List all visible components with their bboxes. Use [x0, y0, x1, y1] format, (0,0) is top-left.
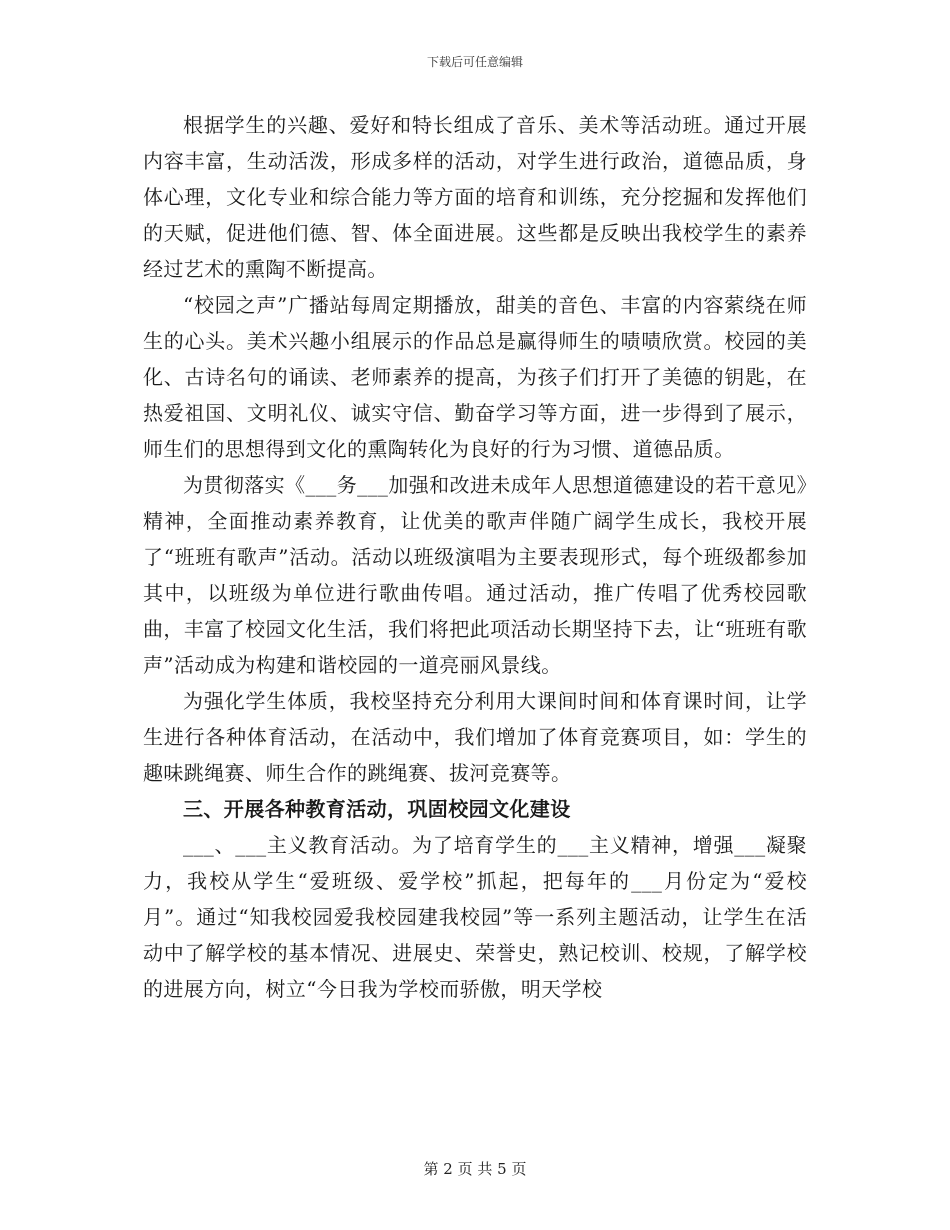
document-body: [143, 107, 807, 1007]
paragraph-arts-activities: 根据学生的兴趣、爱好和特长组成了音乐、美术等活动班。通过开展内容丰富，生动活泼，形成多样的活动，对学生进行政治，道德品质，身体心理，文化专业和综合能力等方面的培育和训练，充分挖掘和发挥他们的天赋，促进他们德、智、体全面进展。这些都是反映出我校学生的素养经过艺术的熏陶不断提高。: [143, 113, 807, 281]
paragraph-education-activities: ___、___主义教育活动。为了培育学生的___主义精神，增强___凝聚力，我校从学生“爱班级、爱学校”抓起，把每年的___月份定为“爱校月”。通过“知我校园爱我校园建我校园”等一系列主题活动，让学生在活动中了解学校的基本情况、进展史、荣誉史，熟记校训、校规，了解学校的进展方向，树立“今日我为学校而骄傲，明天学校: [143, 833, 807, 1001]
paragraph-sports-activities: 为强化学生体质，我校坚持充分利用大课间时间和体育课时间，让学生进行各种体育活动，在活动中，我们增加了体育竞赛项目，如：学生的趣味跳绳赛、师生合作的跳绳赛、拔河竞赛等。: [143, 689, 807, 785]
page-header-note: 下载后可任意编辑: [426, 55, 523, 69]
paragraph-singing-activity: 为贯彻落实《___务___加强和改进未成年人思想道德建设的若干意见》精神，全面推动素养教育，让优美的歌声伴随广阔学生成长，我校开展了“班班有歌声”活动。活动以班级演唱为主要表现形式，每个班级都参加其中，以班级为单位进行歌曲传唱。通过活动，推广传唱了优秀校园歌曲，丰富了校园文化生活，我们将把此项活动长期坚持下去，让“班班有歌声”活动成为构建和谐校园的一道亮丽风景线。: [143, 473, 807, 677]
paragraph-campus-voice: “校园之声”广播站每周定期播放，甜美的音色、丰富的内容萦绕在师生的心头。美术兴趣小组展示的作品总是赢得师生的啧啧欣赏。校园的美化、古诗名句的诵读、老师素养的提高，为孩子们打开了美德的钥匙，在热爱祖国、文明礼仪、诚实守信、勤奋学习等方面，进一步得到了展示，师生们的思想得到文化的熏陶转化为良好的行为习惯、道德品质。: [143, 293, 807, 461]
page-number: 第 2 页 共 5 页: [423, 1160, 527, 1178]
section-heading: 三、开展各种教育活动，巩固校园文化建设: [183, 797, 571, 821]
